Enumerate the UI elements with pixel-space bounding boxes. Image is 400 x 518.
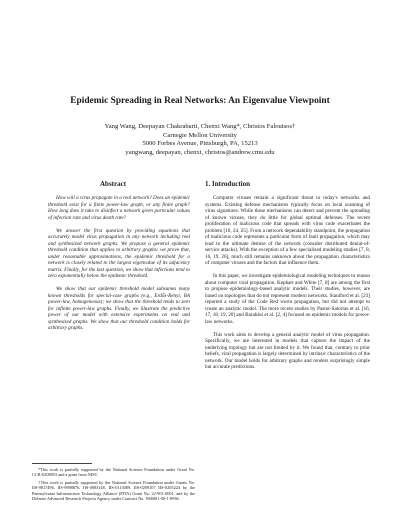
footnote: *This work is partially supported by the National Science Foundation under Grant No. CCR-0208853 and a grant from NIST.	[32, 467, 195, 478]
footnote-rule	[32, 463, 92, 464]
address: 5000 Forbes Avenue, Pittsburgh, PA, 15213	[142, 140, 258, 147]
abstract-paragraph: We answer the first question by providing equations that accurately model virus propagation in any network including real and synthesized network graphs. We propose a general epidemic threshold condition that applies to arbitrary graphs: we prove that, under reasonable approximations, the epidemic threshold for a network is closely related to the largest eigenvalue of its adjacency matrix. Finally, for the last question, we show that infections tend to zero exponentially below the epidemic threshold.	[48, 227, 190, 279]
footnote: †This work is partially supported by the National Science Foundation under Grants No. IIS-9817496, IIS-9988876, IIS-0083148, IIS-0113089, IIS-0209107 IIS-0205224 by the Pennsylvania Infrastructure Technology Alliance (PITA) Grant No. 22-901-0001, and by the Defense Advanced Research Projects Agency under Contract No. N66001-00-1-8936.	[32, 479, 195, 502]
footnotes	[32, 467, 195, 503]
abstract-body	[48, 195, 190, 332]
authors-line: Yang Wang, Deepayan Chakrabarti, Chenxi Wang*, Christos Faloutsos†	[104, 123, 296, 130]
emails: yangwang, deepayan, chenxi, christos@andrew.cmu.edu	[125, 148, 275, 156]
abstract-heading: Abstract	[100, 180, 127, 188]
abstract-paragraph: We show that our epidemic threshold model subsumes many known thresholds for special-case graphs (e.g., Erdős-Rényi, BA power-law, homogeneous); we show that the threshold tends to zero for infinite power-law graphs. Finally, we illustrate the predictive power of our model with extensive experiments on real and synthesized graphs. We show that our threshold condition holds for arbitrary graphs.	[48, 286, 190, 331]
paper-title: Epidemic Spreading in Real Networks: An Eigenvalue Viewpoint	[70, 96, 330, 106]
author-block	[30, 123, 370, 157]
introduction-paragraph: Computer viruses remain a significant threat to today's networks and systems. Existing defense mechanisms typically focus on local scanning of virus signatures. While these mechanisms can detect and prevent the spreading of known viruses, they do little for global optimal defenses. The recent proliferation of malicious code that spreads with virus code exacerbates the problem [10, 24, 25]. From a network dependability standpoint, the propagation of malicious code represents a particular form of fault propagation, which may lead to the ultimate demise of the network (consider distributed denial-of-service attacks). With the exception of a few specialized modeling studies [7, 8, 16, 19, 26], much still remains unknown about the propagation characteristics of computer viruses and the factors that influence them.	[205, 195, 370, 266]
introduction-body	[205, 195, 370, 371]
introduction-paragraph: This work aims to develop a general analytic model of virus propagation. Specifically, we are interested in models that capture the impact of the underlying topology but are not limited by it. We found that, contrary to prior beliefs, viral propagation is largely determined by intrinsic characteristics of the network. Our model holds for arbitrary graphs and renders surprisingly simple but accurate predictions.	[205, 331, 370, 370]
introduction-paragraph: In this paper, we investigate epidemiological modeling techniques to reason about computer viral propagation. Kephart and White [7, 8] are among the first to propose epidemiology-based analytic models. Their studies, however, are based on topologies that do not represent modern networks. Staniford et al. [23] reported a study of the Code Red worm propagation, but did not attempt to create an analytic model. The more recent studies by Pastor-Satorras et al. [16, 17, 18, 19, 20] and Barabási et al. [2, 4] focused on epidemic models for power-law networks.	[205, 273, 370, 325]
abstract-paragraph: How will a virus propagate in a real network? Does an epidemic threshold exist for a finite power-law graph, or any finite graph? How long does it take to disinfect a network given particular values of infection rate and virus death rate?	[48, 195, 190, 221]
introduction-heading: 1. Introduction	[205, 180, 250, 188]
affiliation: Carnegie Mellon University	[163, 131, 237, 139]
